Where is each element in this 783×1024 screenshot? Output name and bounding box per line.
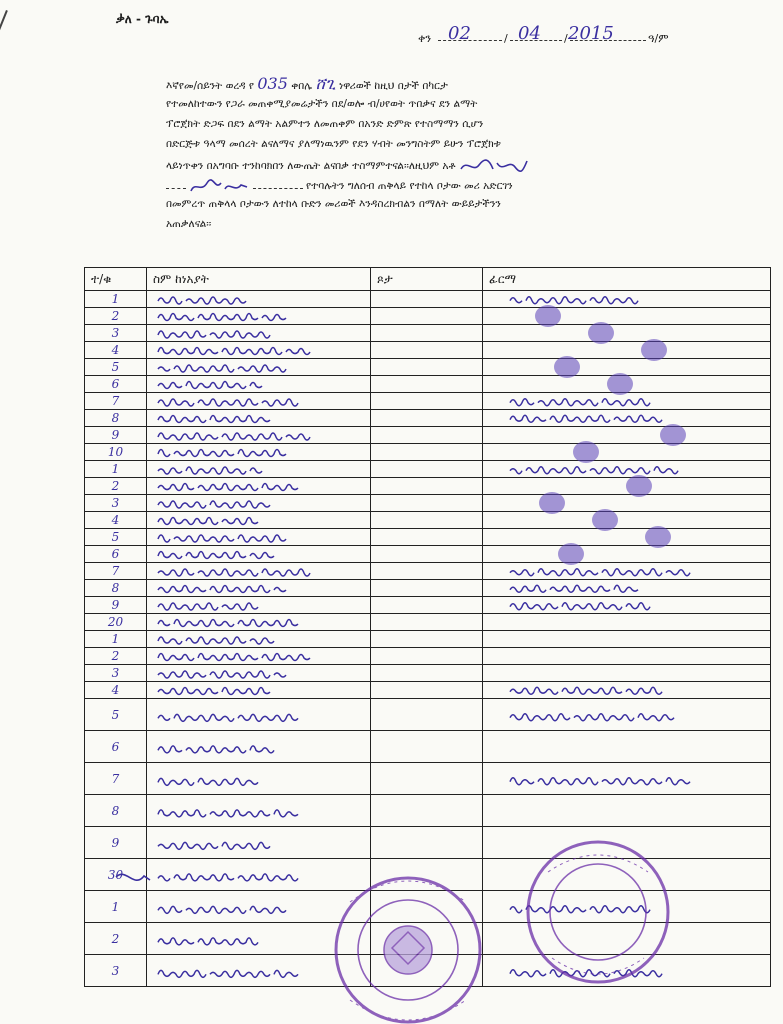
row-sex: [371, 827, 483, 859]
row-signature: [483, 795, 771, 827]
header-sex: ጾታ: [371, 268, 483, 291]
row-sex: [371, 308, 483, 325]
row-signature: [483, 444, 771, 461]
table-row: [85, 478, 771, 495]
para-line-5: ላይነጥቀን በአግባቡ ተንከባክበን ለውጤት ልናበቃ ተስማምተናል፡፡ለዚህም አቶ: [166, 154, 722, 174]
row-full-name: [147, 682, 371, 699]
row-full-name: [147, 461, 371, 478]
row-signature: [483, 478, 771, 495]
date-line: ቀን 02 / 04 / 2015 ዓ/ም: [418, 23, 669, 45]
row-sex: [371, 631, 483, 648]
row-full-name: [147, 859, 371, 891]
row-signature: [483, 891, 771, 923]
row-sex: [371, 859, 483, 891]
row-full-name: [147, 427, 371, 444]
row-number: 7: [85, 763, 147, 795]
row-signature: [483, 923, 771, 955]
row-signature: [483, 827, 771, 859]
row-signature: [483, 955, 771, 987]
row-signature: [483, 731, 771, 763]
row-full-name: [147, 444, 371, 461]
row-sex: [371, 546, 483, 563]
table-row: [85, 597, 771, 614]
row-sex: [371, 923, 483, 955]
table-row: [85, 955, 771, 987]
row-full-name: [147, 529, 371, 546]
row-sex: [371, 325, 483, 342]
date-month: 04: [518, 23, 541, 44]
row-full-name: [147, 546, 371, 563]
row-number: 6: [85, 376, 147, 393]
row-signature: [483, 631, 771, 648]
row-signature: [483, 512, 771, 529]
row-number: 9: [85, 597, 147, 614]
row-signature: [483, 682, 771, 699]
row-number: 3: [85, 325, 147, 342]
row-full-name: [147, 955, 371, 987]
table-row: [85, 923, 771, 955]
woreda-number: 035: [257, 74, 288, 93]
table-row: [85, 410, 771, 427]
table-row: [85, 614, 771, 631]
row-sex: [371, 563, 483, 580]
row-full-name: [147, 308, 371, 325]
leader-first-name-handwriting: [459, 157, 529, 175]
row-number: 8: [85, 410, 147, 427]
table-row: [85, 891, 771, 923]
row-sex: [371, 731, 483, 763]
row-number: 4: [85, 342, 147, 359]
row-number: 10: [85, 444, 147, 461]
table-row: [85, 859, 771, 891]
table-body: [85, 291, 771, 987]
row-full-name: [147, 580, 371, 597]
para-line-1: እኛየመ/ሰይንት ወረዳ የ 035 ቀበሌ ሸጊ ነዋሪወች ከዚህ በታች በካርታ: [166, 74, 448, 93]
row-sex: [371, 580, 483, 597]
row-sex: [371, 891, 483, 923]
row-signature: [483, 342, 771, 359]
date-day: 02: [448, 23, 471, 44]
row-sex: [371, 682, 483, 699]
row-full-name: [147, 410, 371, 427]
row-number: 8: [85, 580, 147, 597]
row-number: 6: [85, 546, 147, 563]
row-number: 30: [85, 859, 147, 891]
table-row: [85, 631, 771, 648]
date-year: 2015: [568, 23, 614, 44]
row-number: 4: [85, 682, 147, 699]
table-row: [85, 665, 771, 682]
row-sex: [371, 648, 483, 665]
table-row: [85, 563, 771, 580]
row-number: 3: [85, 955, 147, 987]
row-full-name: [147, 827, 371, 859]
row-full-name: [147, 478, 371, 495]
row-number: 8: [85, 795, 147, 827]
para-line-7: በመምረጥ ጠቅላላ ቦታውን ለተከላ ቡድን መሪወች እንዳስረክብልን በማለት ውይይታችንን: [166, 198, 501, 210]
row-number: 5: [85, 699, 147, 731]
kebele-name: ሸጊ: [315, 74, 336, 93]
row-number: 9: [85, 427, 147, 444]
table-row: [85, 495, 771, 512]
row-number: 9: [85, 827, 147, 859]
table-row: [85, 308, 771, 325]
row-number: 1: [85, 291, 147, 308]
row-full-name: [147, 597, 371, 614]
signatories-table: [84, 267, 771, 987]
table-row: [85, 682, 771, 699]
table-row: [85, 763, 771, 795]
table-row: [85, 291, 771, 308]
row-number: 7: [85, 393, 147, 410]
row-signature: [483, 410, 771, 427]
row-full-name: [147, 342, 371, 359]
header-signature: ፊርማ: [483, 268, 771, 291]
row-signature: [483, 665, 771, 682]
table-row: [85, 393, 771, 410]
row-full-name: [147, 291, 371, 308]
table-row: [85, 512, 771, 529]
row-number: 4: [85, 512, 147, 529]
row-signature: [483, 763, 771, 795]
table-row: [85, 376, 771, 393]
row-full-name: [147, 665, 371, 682]
row-signature: [483, 648, 771, 665]
row-sex: [371, 410, 483, 427]
row-signature: [483, 529, 771, 546]
row-number: 6: [85, 731, 147, 763]
row-full-name: [147, 795, 371, 827]
row-sex: [371, 427, 483, 444]
row-number: 2: [85, 478, 147, 495]
row-sex: [371, 665, 483, 682]
row-signature: [483, 563, 771, 580]
table-row: [85, 731, 771, 763]
row-full-name: [147, 891, 371, 923]
table-row: [85, 427, 771, 444]
row-number: 20: [85, 614, 147, 631]
row-number: 3: [85, 495, 147, 512]
row-signature: [483, 376, 771, 393]
row-signature: [483, 393, 771, 410]
row-sex: [371, 955, 483, 987]
row-number: 5: [85, 529, 147, 546]
row-full-name: [147, 648, 371, 665]
row-number: 1: [85, 461, 147, 478]
row-sex: [371, 342, 483, 359]
table-row: [85, 359, 771, 376]
row-full-name: [147, 325, 371, 342]
row-signature: [483, 495, 771, 512]
row-full-name: [147, 393, 371, 410]
row-number: 1: [85, 891, 147, 923]
table-row: [85, 699, 771, 731]
row-signature: [483, 580, 771, 597]
para-line-4: በድርጅቱ ዓላማ መሰረት ልናለማና ያለማነዉንም የደን ሃብት መንግስትም ይሁን ፕሮጀክቱ: [166, 138, 501, 150]
row-signature: [483, 291, 771, 308]
table-row: [85, 648, 771, 665]
row-number: 2: [85, 923, 147, 955]
row-full-name: [147, 563, 371, 580]
row-sex: [371, 376, 483, 393]
table-row: [85, 342, 771, 359]
row-number: 2: [85, 648, 147, 665]
table-row: [85, 546, 771, 563]
row-sex: [371, 495, 483, 512]
row-signature: [483, 597, 771, 614]
table-row: [85, 795, 771, 827]
date-label: ቀን: [418, 32, 432, 45]
row-full-name: [147, 699, 371, 731]
row-sex: [371, 393, 483, 410]
table-row: [85, 529, 771, 546]
row-full-name: [147, 512, 371, 529]
table-row: [85, 827, 771, 859]
row-signature: [483, 546, 771, 563]
row-sex: [371, 597, 483, 614]
table-row: [85, 325, 771, 342]
row-sex: [371, 699, 483, 731]
row-sex: [371, 763, 483, 795]
row-full-name: [147, 359, 371, 376]
para-line-6: የተባሉትን ግለሰብ ጠቅላይ የተከላ ቦታው መሪ አድርገን: [166, 174, 722, 194]
row-number: 3: [85, 665, 147, 682]
row-full-name: [147, 763, 371, 795]
row-signature: [483, 325, 771, 342]
row-sex: [371, 478, 483, 495]
row-sex: [371, 795, 483, 827]
row-signature: [483, 699, 771, 731]
row-sex: [371, 461, 483, 478]
table-header-row: [85, 268, 771, 291]
row-signature: [483, 427, 771, 444]
row-sex: [371, 291, 483, 308]
row-full-name: [147, 923, 371, 955]
header-serial: ተ/ቁ: [85, 268, 147, 291]
table-row: [85, 580, 771, 597]
margin-pen-stroke: [0, 10, 8, 50]
header-full-name: ስም ከነአያት: [147, 268, 371, 291]
row-number: 2: [85, 308, 147, 325]
row-sex: [371, 614, 483, 631]
resolution-paragraph: [166, 74, 722, 234]
row-sex: [371, 529, 483, 546]
row-full-name: [147, 614, 371, 631]
row-full-name: [147, 495, 371, 512]
table-row: [85, 444, 771, 461]
row-number: 5: [85, 359, 147, 376]
row-full-name: [147, 631, 371, 648]
row-full-name: [147, 731, 371, 763]
table-row: [85, 461, 771, 478]
row-signature: [483, 461, 771, 478]
date-suffix: ዓ/ም: [648, 32, 669, 45]
para-line-8: አጠቃለናል፡፡: [166, 218, 212, 230]
document-title: ቃለ - ጉባኤ: [116, 12, 169, 26]
para-line-3: ፕሮጀክት ድጋፍ በደን ልማት አልምተን ለመጠቀም በአንድ ድምጽ የተስማማን ሲሆን: [166, 118, 484, 130]
para-line-2: የተመለከተውን የጋራ መጠቀሚያመሬታችን በደ/ወሎ ብ/ሀየወት ጥበቃና ደን ልማት: [166, 98, 478, 110]
row-signature: [483, 859, 771, 891]
row-full-name: [147, 376, 371, 393]
row-number: 7: [85, 563, 147, 580]
row-sex: [371, 512, 483, 529]
row-signature: [483, 308, 771, 325]
row-signature: [483, 614, 771, 631]
row-sex: [371, 444, 483, 461]
leader-last-name-handwriting: [189, 177, 249, 195]
row-signature: [483, 359, 771, 376]
row-sex: [371, 359, 483, 376]
row-number: 1: [85, 631, 147, 648]
